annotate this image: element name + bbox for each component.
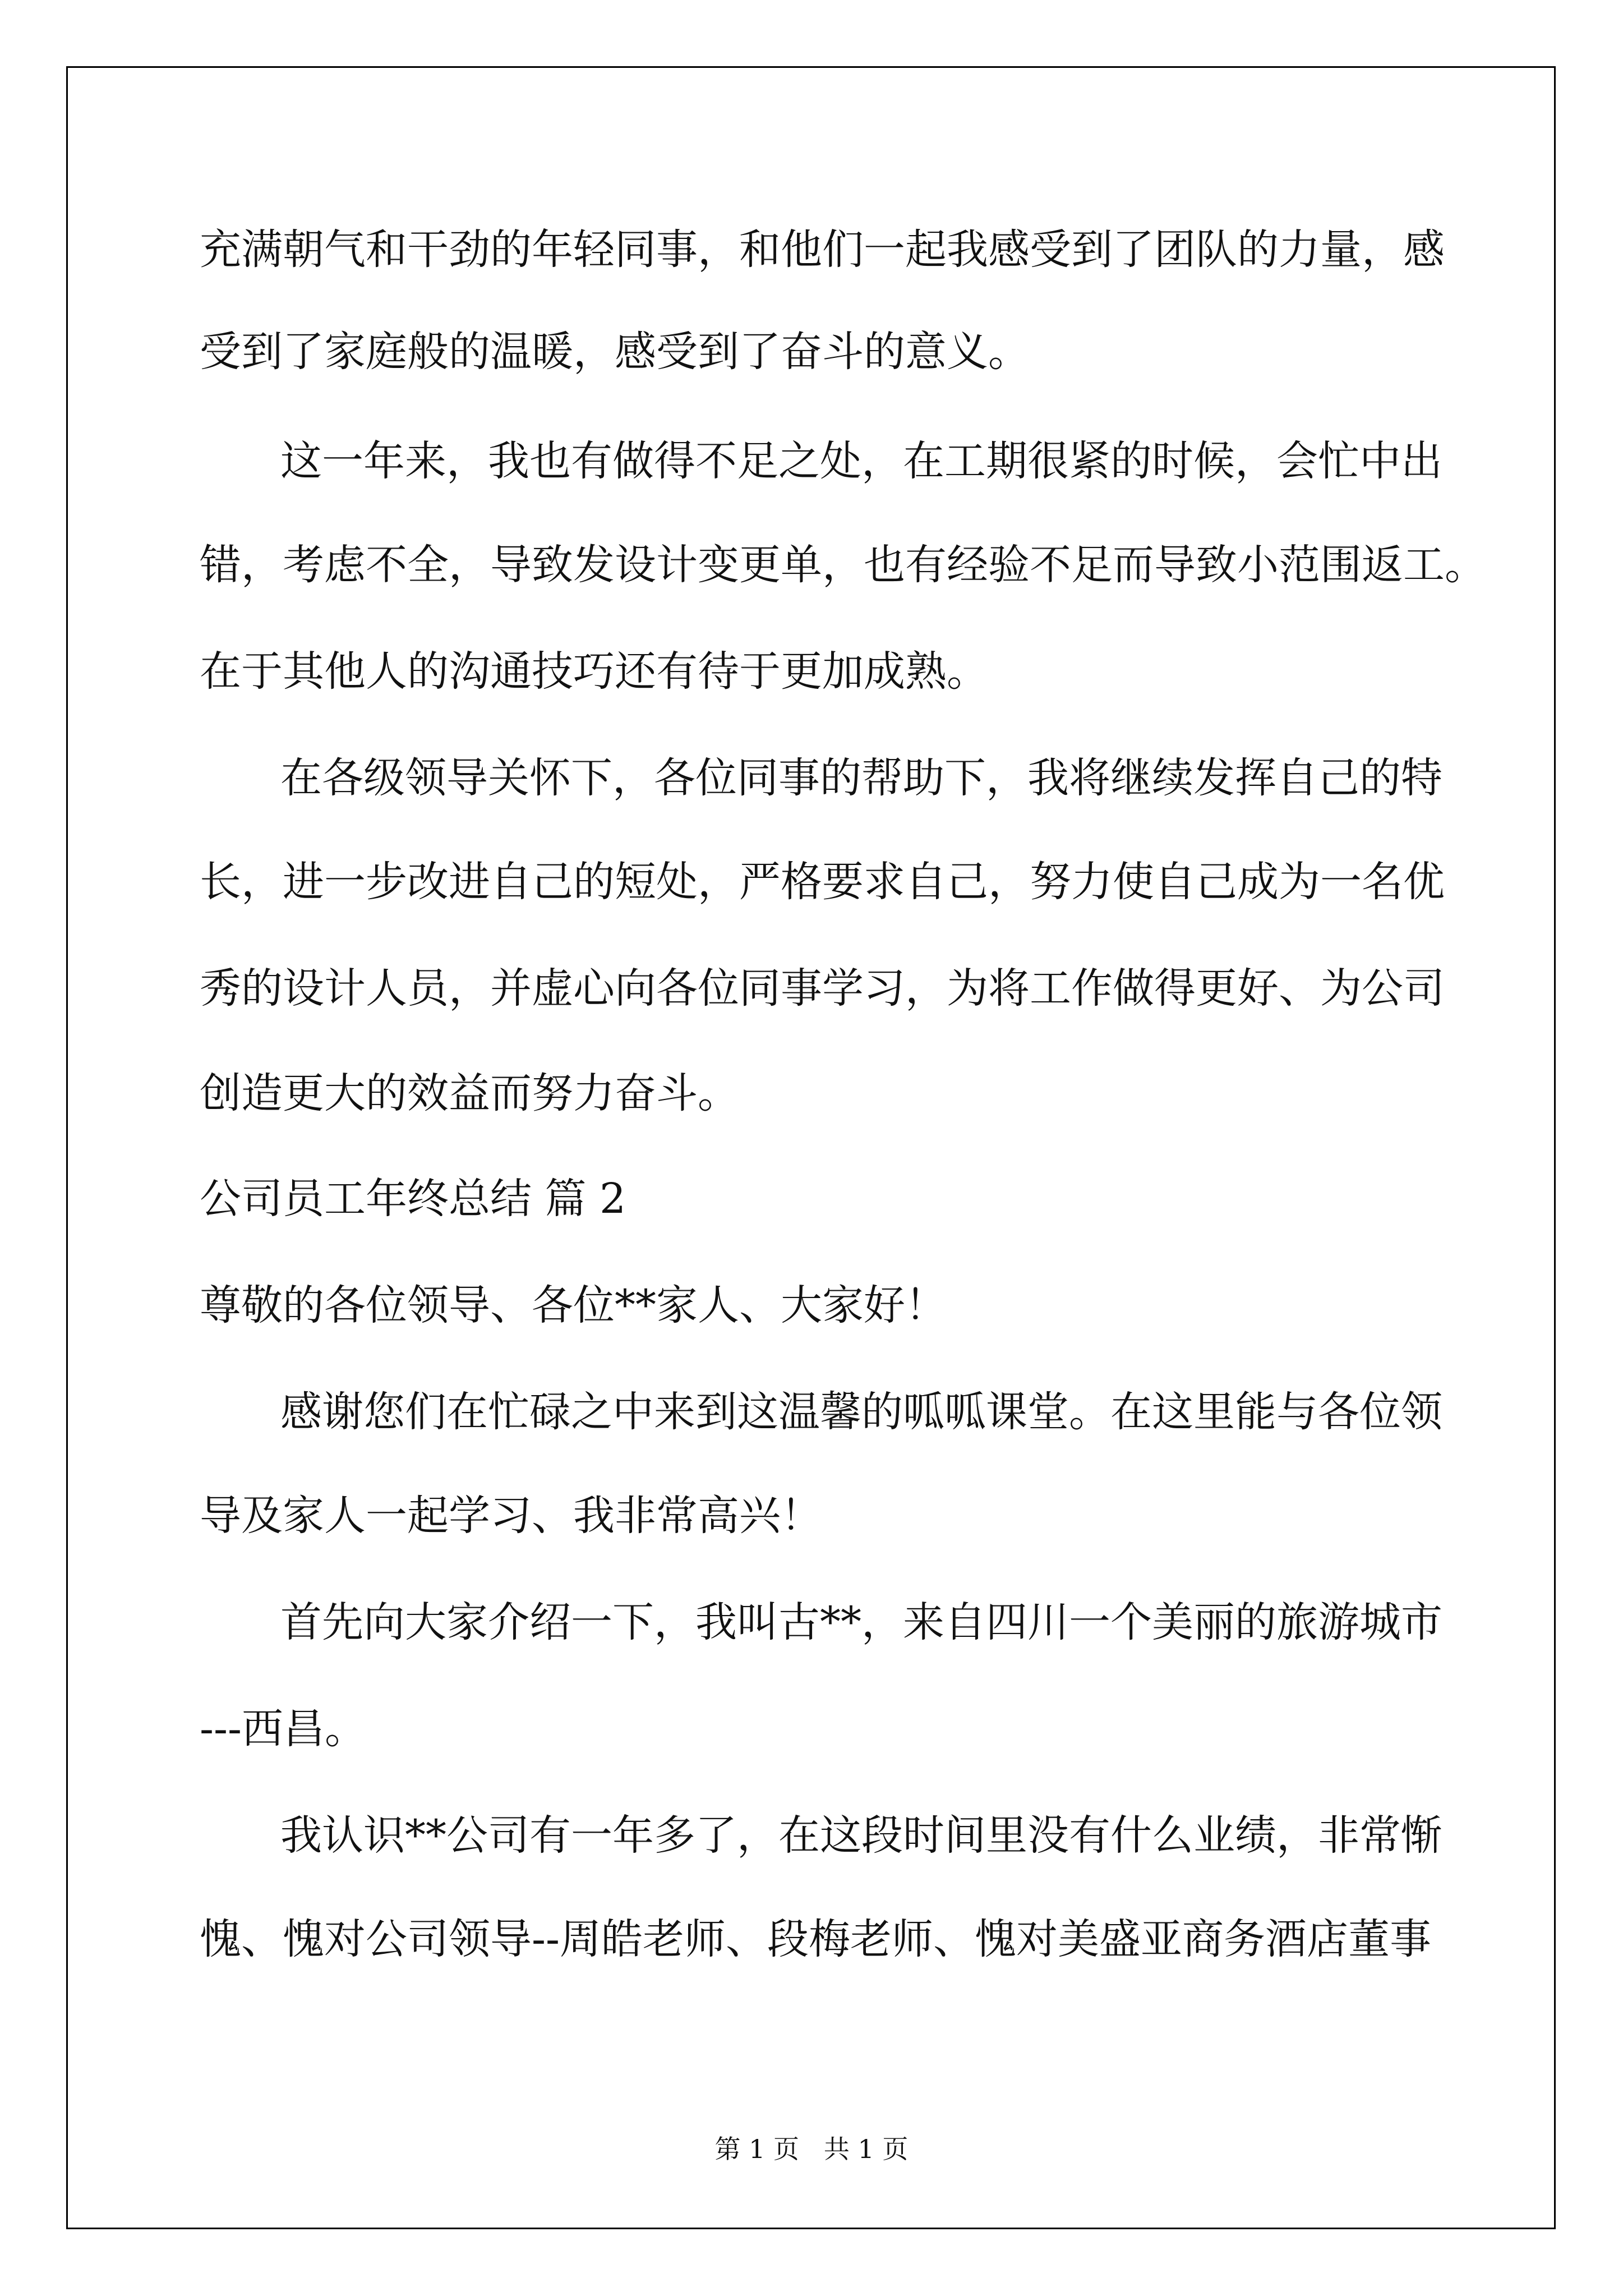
text-line: 创造更大的效益而努力奋斗。 bbox=[200, 1069, 739, 1117]
text-line: 愧、愧对公司领导--周皓老师、段梅老师、愧对美盛亚商务酒店董事 bbox=[200, 1915, 1432, 1963]
section-heading: 公司员工年终总结 篇 2 bbox=[200, 1175, 626, 1223]
text-line: 在于其他人的沟通技巧还有待于更加成熟。 bbox=[200, 647, 988, 696]
salutation: 尊敬的各位领导、各位**家人、大家好！ bbox=[200, 1281, 947, 1329]
text-line: 长，进一步改进自己的短处，严格要求自己，努力使自己成为一名优 bbox=[200, 858, 1445, 906]
text-line: 错，考虑不全，导致发设计变更单，也有经验不足而导致小范围返工。 bbox=[200, 541, 1486, 589]
page-border bbox=[66, 66, 1556, 2229]
text-line: 受到了家庭般的温暖，感受到了奋斗的意义。 bbox=[200, 328, 1030, 376]
text-line: 感谢您们在忙碌之中来到这温馨的呱呱课堂。在这里能与各位领 bbox=[280, 1388, 1442, 1436]
text-line: 导及家人一起学习、我非常高兴！ bbox=[200, 1492, 822, 1540]
text-line: ---西昌。 bbox=[200, 1705, 367, 1753]
text-line: 这一年来，我也有做得不足之处，在工期很紧的时候，会忙中出 bbox=[280, 437, 1442, 485]
text-line: 我认识**公司有一年多了，在这段时间里没有什么业绩，非常惭 bbox=[280, 1811, 1442, 1860]
text-line: 首先向大家介绍一下，我叫古**，来自四川一个美丽的旅游城市 bbox=[280, 1598, 1442, 1646]
text-line: 秀的设计人员，并虚心向各位同事学习，为将工作做得更好、为公司 bbox=[200, 964, 1445, 1013]
text-line: 充满朝气和干劲的年轻同事，和他们一起我感受到了团队的力量，感 bbox=[200, 226, 1445, 274]
page-footer: 第 1 页 共 1 页 bbox=[714, 2134, 909, 2164]
text-line: 在各级领导关怀下，各位同事的帮助下，我将继续发挥自己的特 bbox=[280, 754, 1442, 802]
